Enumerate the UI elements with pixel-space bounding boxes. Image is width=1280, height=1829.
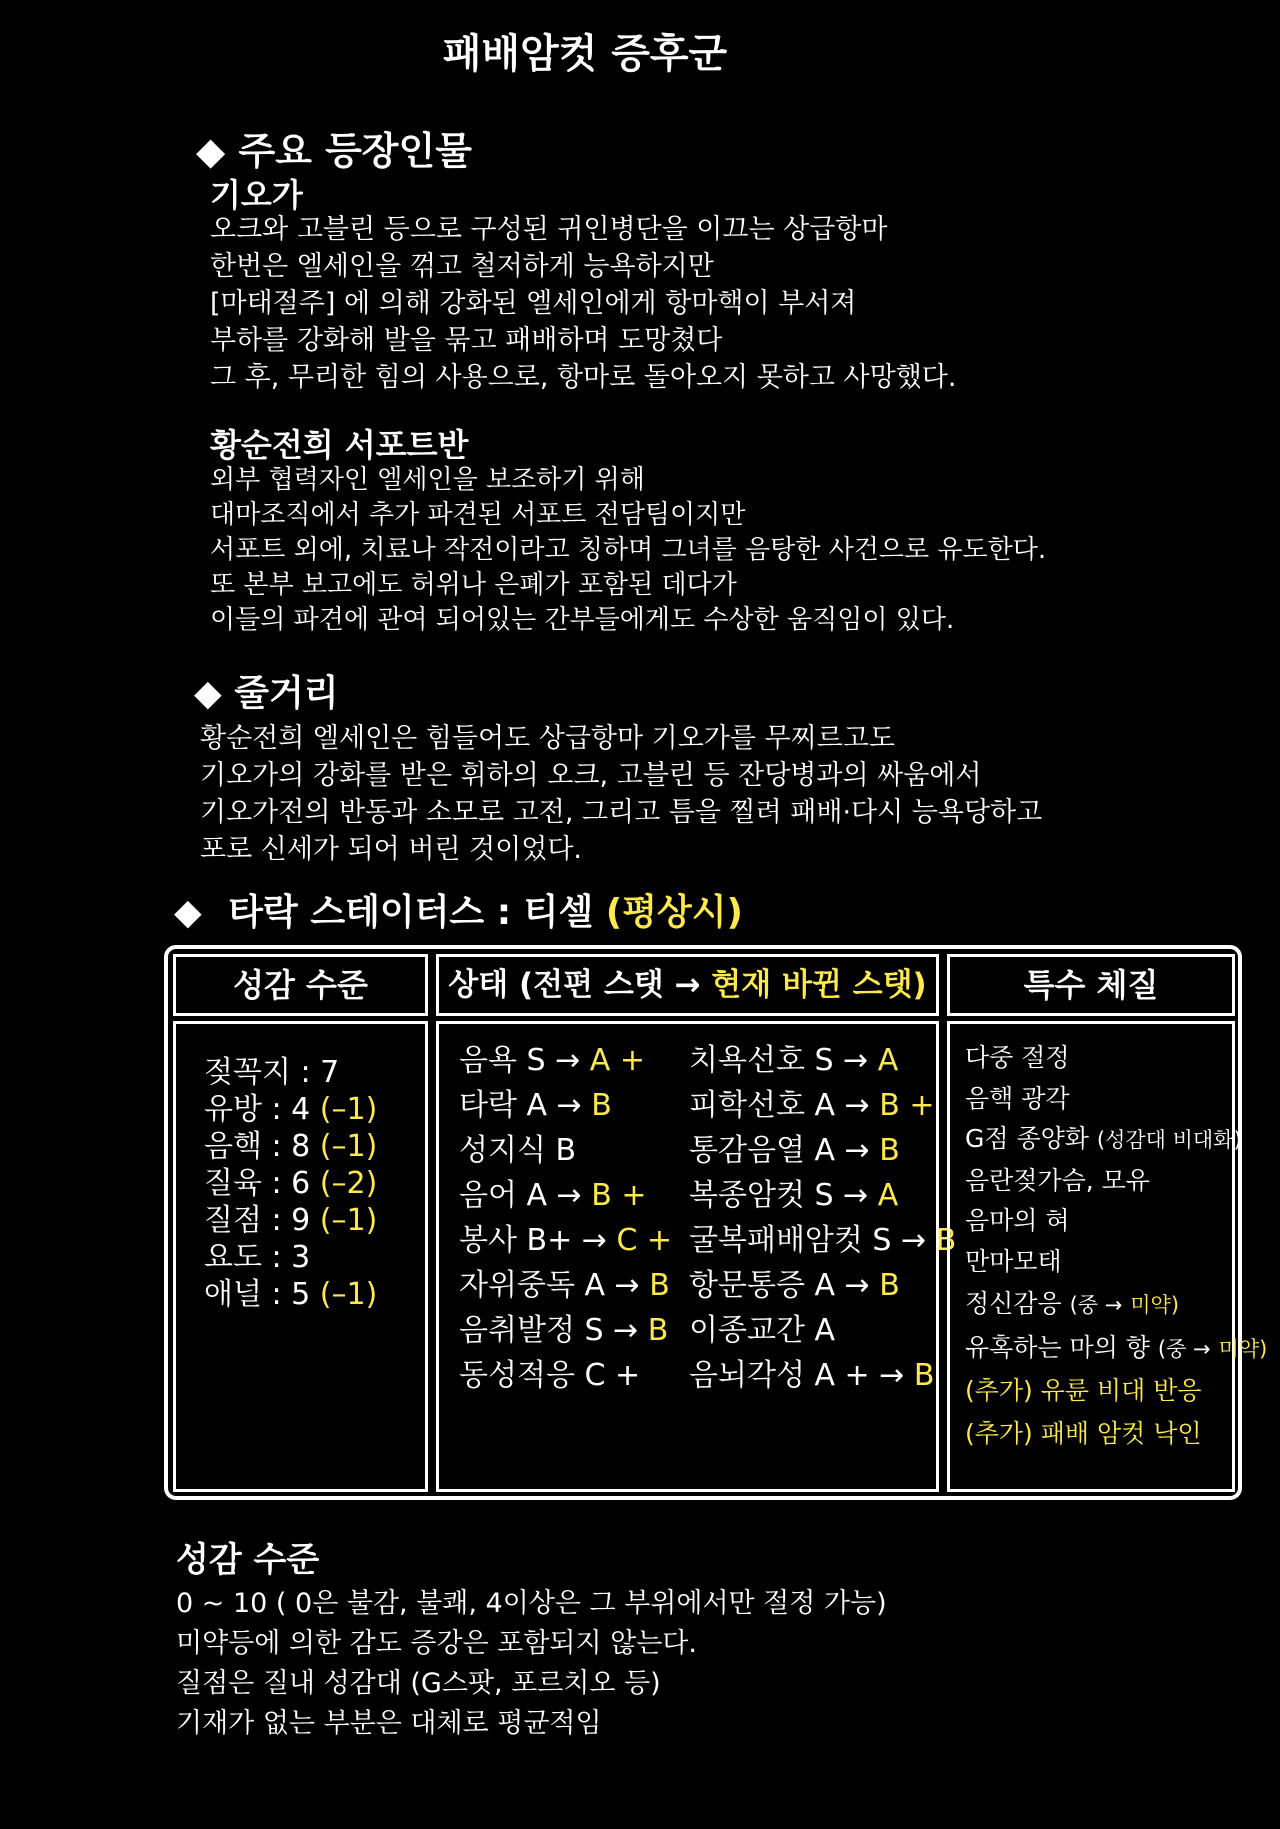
- trait-text: 다중 절정: [965, 1043, 1070, 1072]
- trait-text: (추가) 패배 암컷 낙인: [965, 1418, 1202, 1448]
- desc-line: 오크와 고블린 등으로 구성된 귀인병단을 이끄는 상급항마: [210, 214, 888, 245]
- trait-text: 만마모태: [965, 1246, 1062, 1276]
- trait-text: (추가) 유륜 비대 반응: [965, 1376, 1202, 1405]
- status-heading-bullet: ◆: [174, 892, 202, 933]
- state-label: 동성적응 C +: [459, 1358, 641, 1393]
- state-row: [459, 1173, 672, 1218]
- state-row: [459, 1263, 672, 1308]
- sensitivity-change: (–2): [319, 1166, 378, 1201]
- plot-heading: ◆ 줄거리: [194, 673, 339, 714]
- state-label: 피학선호 A →: [689, 1088, 870, 1123]
- state-label: 음어 A →: [459, 1178, 582, 1213]
- trait-row: [965, 1038, 1267, 1079]
- trait-row: [965, 1371, 1267, 1412]
- state-row: [459, 1128, 672, 1173]
- plot-line: 포로 신세가 되어 버린 것이었다.: [200, 834, 582, 865]
- trait-note-change: 미약): [1218, 1336, 1268, 1361]
- sensitivity-row: [204, 1272, 377, 1317]
- state-new-value: B +: [591, 1178, 647, 1213]
- state-row: [689, 1308, 956, 1353]
- state-label: 성지식 B: [459, 1133, 577, 1168]
- sensitivity-label: 젖꼭지 : 7: [204, 1055, 340, 1090]
- state-row: [689, 1263, 956, 1308]
- desc-line: 외부 협력자인 엘세인을 보조하기 위해: [210, 465, 645, 495]
- trait-text: 유혹하는 마의 향: [965, 1332, 1158, 1362]
- state-new-value: A +: [589, 1043, 645, 1078]
- status-table: [164, 945, 1268, 1500]
- trait-row: [965, 1242, 1267, 1283]
- sensitivity-label: 애널 : 5: [204, 1277, 311, 1312]
- sensitivity-change: (–1): [319, 1203, 378, 1238]
- state-row: [689, 1173, 956, 1218]
- plot-line: 기오가전의 반동과 소모로 고전, 그리고 틈을 찔려 패배·다시 능욕당하고: [200, 797, 1043, 828]
- sensitivity-change: (–1): [319, 1092, 378, 1127]
- state-row: [459, 1218, 672, 1263]
- character-desc-support-team: [210, 463, 1046, 638]
- page-title: 패배암컷 증후군: [442, 31, 728, 77]
- state-new-value: C +: [616, 1223, 673, 1258]
- state-row: [459, 1038, 672, 1083]
- state-label: 자위중독 A →: [459, 1268, 640, 1303]
- state-label: 봉사 B+ →: [459, 1223, 607, 1258]
- sensitivity-label: 질점 : 9: [204, 1203, 311, 1238]
- col-header-state-highlight: 현재 바뀐 스탯): [711, 967, 927, 1003]
- plot-text: [200, 720, 1042, 868]
- desc-line: 이들의 파견에 관여 되어있는 간부들에게도 수상한 움직임이 있다.: [210, 605, 955, 635]
- state-new-value: B: [935, 1223, 957, 1258]
- col-header-state-prefix: 상태 (전편 스탯 →: [448, 967, 701, 1003]
- traits-list: [965, 1038, 1267, 1454]
- state-new-value: B: [591, 1088, 612, 1123]
- trait-row: [965, 1328, 1267, 1370]
- desc-line: [마태절주] 에 의해 강화된 엘세인에게 항마핵이 부서져: [210, 288, 857, 319]
- state-label: 치욕선호 S →: [689, 1043, 869, 1078]
- sensitivity-label: 음핵 : 8: [204, 1129, 311, 1164]
- state-label: 굴복패배암컷 S →: [689, 1223, 927, 1258]
- character-name-gioga: 기오가: [210, 176, 303, 214]
- col-header-traits: 특수 체질: [947, 954, 1235, 1016]
- trait-note: (성감대 비대화): [1096, 1128, 1242, 1152]
- state-label: 음취발정 S →: [459, 1313, 639, 1348]
- note-line: 0 ~ 10 ( 0은 불감, 불쾌, 4이상은 그 부위에서만 절정 가능): [176, 1588, 887, 1619]
- state-row: [689, 1128, 956, 1173]
- col-header-state: [436, 954, 939, 1016]
- sensitivity-label: 요도 : 3: [204, 1240, 311, 1275]
- state-label: 타락 A →: [459, 1088, 582, 1123]
- plot-line: 황순전희 엘세인은 힘들어도 상급항마 기오가를 무찌르고도: [200, 723, 895, 754]
- state-label: 음욕 S →: [459, 1043, 581, 1078]
- sensitivity-label: 질육 : 6: [204, 1166, 311, 1201]
- state-new-value: A: [877, 1178, 899, 1213]
- status-heading-highlight: (평상시): [605, 892, 743, 933]
- desc-line: 한번은 엘세인을 꺾고 철저하게 능욕하지만: [210, 251, 714, 282]
- state-row: [689, 1218, 956, 1263]
- state-list-left: [459, 1038, 672, 1398]
- traits-column: [947, 1021, 1268, 1492]
- trait-text: G점 종양화: [965, 1124, 1097, 1153]
- state-label: 항문통증 A →: [689, 1268, 870, 1303]
- desc-line: 대마조직에서 추가 파견된 서포트 전담팀이지만: [210, 500, 746, 530]
- state-new-value: B: [647, 1313, 669, 1348]
- trait-text: 음핵 광각: [965, 1083, 1070, 1113]
- state-label: 복종암컷 S →: [689, 1178, 869, 1213]
- state-column: [436, 1021, 957, 1492]
- col-header-sensitivity: 성감 수준: [173, 954, 428, 1016]
- desc-line: 그 후, 무리한 힘의 사용으로, 항마로 돌아오지 못하고 사망했다.: [210, 362, 957, 393]
- note-line: 미약등에 의한 감도 증강은 포함되지 않는다.: [176, 1628, 697, 1659]
- trait-text: 음란젖가슴, 모유: [965, 1165, 1150, 1195]
- plot-line: 기오가의 강화를 받은 휘하의 오크, 고블린 등 잔당병과의 싸움에서: [200, 760, 982, 791]
- trait-row: [965, 1201, 1267, 1242]
- trait-row: [965, 1079, 1267, 1120]
- state-label: 음뇌각성 A + →: [689, 1358, 905, 1393]
- trait-note: (중 →: [1157, 1336, 1211, 1361]
- state-row: [459, 1308, 672, 1353]
- state-new-value: B: [913, 1358, 935, 1393]
- trait-text: 음마의 혀: [965, 1206, 1070, 1235]
- trait-row: [965, 1161, 1267, 1202]
- notes-heading: 성감 수준: [176, 1540, 320, 1580]
- sensitivity-change: (–1): [319, 1129, 378, 1164]
- sensitivity-change: (–1): [319, 1277, 378, 1312]
- state-new-value: A: [877, 1043, 899, 1078]
- state-new-value: B: [649, 1268, 670, 1303]
- state-row: [689, 1038, 956, 1083]
- state-label: 통감음열 A →: [689, 1133, 870, 1168]
- state-new-value: B: [879, 1133, 900, 1168]
- character-name-support-team: 황순전희 서포트반: [210, 426, 469, 464]
- state-row: [459, 1353, 672, 1398]
- trait-note: (중 →: [1069, 1293, 1123, 1317]
- state-row: [459, 1083, 672, 1128]
- notes-text: [176, 1584, 887, 1744]
- status-heading: [174, 884, 743, 935]
- state-row: [689, 1353, 956, 1398]
- state-new-value: B +: [879, 1088, 935, 1123]
- characters-heading: ◆ 주요 등장인물: [196, 129, 472, 173]
- trait-row: [965, 1119, 1267, 1161]
- sensitivity-label: 유방 : 4: [204, 1092, 311, 1127]
- status-heading-main: 타락 스테이터스 : 티셀: [228, 892, 594, 933]
- state-new-value: B: [879, 1268, 900, 1303]
- trait-row: [965, 1284, 1267, 1326]
- state-label: 이종교간 A: [689, 1313, 835, 1348]
- state-list-right: [689, 1038, 956, 1398]
- character-desc-gioga: [210, 211, 956, 396]
- sensitivity-column: [173, 1021, 428, 1492]
- note-line: 기재가 없는 부분은 대체로 평균적임: [176, 1708, 602, 1739]
- trait-row: [965, 1414, 1267, 1455]
- desc-line: 서포트 외에, 치료나 작전이라고 칭하며 그녀를 음탕한 사건으로 유도한다.: [210, 535, 1047, 565]
- trait-text: 정신감응: [965, 1289, 1070, 1318]
- desc-line: 부하를 강화해 발을 묶고 패배하며 도망쳤다: [210, 325, 723, 356]
- trait-note-change: 미약): [1130, 1293, 1180, 1317]
- note-line: 질점은 질내 성감대 (G스팟, 포르치오 등): [176, 1668, 661, 1699]
- sensitivity-list: [204, 1050, 378, 1312]
- state-row: [689, 1083, 956, 1128]
- desc-line: 또 본부 보고에도 허위나 은폐가 포함된 데다가: [210, 570, 737, 600]
